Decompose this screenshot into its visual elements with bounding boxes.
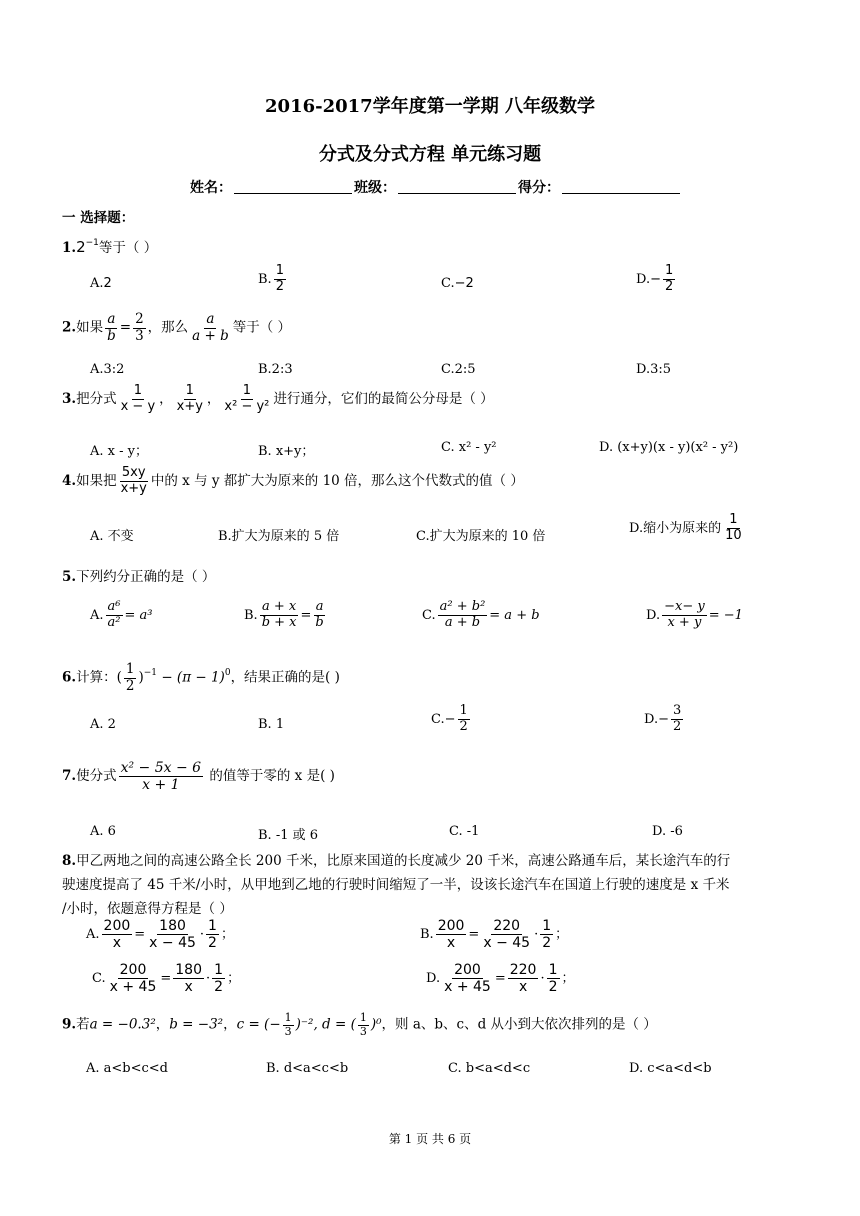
q6-option-d[interactable]: D.− $\frac{3}{2}$ — [644, 703, 682, 734]
q7-option-c[interactable]: C. -1 — [449, 824, 480, 839]
question-4: 4.如果把 $\frac{5xy}{x+y}$ 中的 x 与 y 都扩大为原来的 10 倍，那么这个代数式的值（ ） — [62, 465, 524, 496]
q4-option-a[interactable]: A. 不变 — [90, 529, 134, 544]
q1-option-c[interactable]: C.−2 — [441, 276, 474, 291]
q6-option-c[interactable]: C.− $\frac{1}{2}$ — [431, 703, 468, 734]
question-6: 6.计算：( $\frac{1}{2}$ )$^{-1} - (\pi - 1)^0$，结果正确的是( ) — [62, 661, 340, 694]
q1-option-d[interactable]: D.− $\frac{1}{2}$ — [636, 263, 674, 294]
q5-option-c[interactable]: C. $\frac{\text{a² + b²}}{a + b}$ = a + b — [422, 599, 540, 630]
score-blank[interactable] — [562, 193, 680, 194]
q2-option-b[interactable]: B.2:3 — [258, 362, 293, 377]
q5-option-d[interactable]: D. $\frac{-x- y}{x + y}$ = −1 — [646, 599, 743, 630]
q5-option-a[interactable]: A. $\frac{\text{a⁶}}{\text{a²}}$ = a³ — [90, 599, 153, 630]
question-8-line-3: /小时，依题意得方程是（ ） — [62, 901, 233, 917]
q5-option-b[interactable]: B. $\frac{a + x}{b + x}$ = $\frac{a}{b}$ — [244, 599, 324, 630]
question-number: 1. — [62, 240, 77, 256]
question-1: $1.2^{-1}$等于（ ） — [62, 238, 158, 256]
q9-option-d[interactable]: D. c<a<d<b — [629, 1061, 712, 1076]
q4-option-d[interactable]: D.缩小为原来的 $\frac{1}{10}$ — [629, 512, 742, 543]
q4-option-b[interactable]: B.扩大为原来的 5 倍 — [218, 529, 340, 544]
page-subtitle: 分式及分式方程 单元练习题 — [318, 144, 542, 165]
question-7: 7.使分式 $\frac{\text{x² − 5x − 6}}{x + 1}$ 的值等于零的 x 是( ) — [62, 760, 335, 794]
question-5: 5.下列约分正确的是（ ） — [62, 569, 216, 585]
q3-option-a[interactable]: A. x - y； — [90, 444, 148, 459]
student-info-line — [190, 177, 682, 197]
score-label: 得分： — [518, 180, 560, 196]
q8-option-d[interactable]: D. $\frac{200}{x + 45}$ = $\frac{220}{x}$ · $\frac{1}{2}$ ； — [426, 962, 575, 996]
q7-option-d[interactable]: D. -6 — [652, 824, 683, 839]
name-label: 姓名： — [190, 180, 232, 196]
q3-option-c[interactable]: C. x² - y² — [441, 440, 497, 455]
page-title: 2016-2017学年度第一学期 八年级数学 — [265, 96, 595, 117]
q2-option-d[interactable]: D.3:5 — [636, 362, 672, 377]
section-title: 一 选择题： — [62, 210, 135, 226]
question-8-line-1: 8.甲乙两地之间的高速公路全长 200 千米，比原来国道的长度减少 20 千米，高速公路通车后，某长途汽车的行 — [62, 853, 731, 869]
q2-option-c[interactable]: C.2:5 — [441, 362, 476, 377]
name-blank[interactable] — [234, 193, 352, 194]
q8-option-a[interactable]: A. $\frac{200}{x}$ = $\frac{180}{x - 45}$ · $\frac{1}{2}$ ； — [86, 918, 234, 952]
q3-option-b[interactable]: B. x+y； — [258, 444, 315, 459]
q6-option-a[interactable]: A. 2 — [90, 717, 116, 732]
q4-option-c[interactable]: C.扩大为原来的 10 倍 — [416, 529, 546, 544]
class-label: 班级： — [354, 180, 396, 196]
q7-option-a[interactable]: A. 6 — [90, 824, 116, 839]
question-3: 3.把分式 $\frac{1}{x - y}$ ， $\frac{1}{x+y}$ ， $\frac{1}{\text{x² − y²}}$ 进行通分，它们的最简公分母是（ ） — [62, 383, 494, 414]
q3-option-d[interactable]: D. (x+y)(x - y)(x² - y²) — [599, 440, 739, 455]
q1-option-a[interactable]: A.2 — [90, 276, 112, 291]
question-8-line-2: 驶速度提高了 45 千米/小时，从甲地到乙地的行驶时间缩短了一半，设该长途汽车在国道上行驶的速度是 x 千米 — [62, 877, 730, 893]
question-2: 2.如果 $\frac{a}{b}$ = $\frac{2}{3}$ ，那么 $\frac{a}{a + b}$ 等于（ ） — [62, 311, 292, 344]
q7-option-b[interactable]: B. -1 或 6 — [258, 828, 319, 843]
question-9: 9.若a = −0.3²，b = −3²，c = (− $\frac{1}{3}$ )⁻², d = ( $\frac{1}{3}$ )⁰，则 a、b、c、d 从小到大依次排列的是（ ） — [62, 1011, 657, 1038]
q8-option-c[interactable]: C. $\frac{200}{x + 45}$ = $\frac{180}{x}$ · $\frac{1}{2}$ ； — [92, 962, 241, 996]
q9-option-a[interactable]: A. a<b<c<d — [86, 1061, 169, 1076]
q9-option-b[interactable]: B. d<a<c<b — [266, 1061, 349, 1076]
page-footer: 第 1 页 共 6 页 — [388, 1132, 472, 1146]
class-blank[interactable] — [398, 193, 516, 194]
q9-option-c[interactable]: C. b<a<d<c — [448, 1061, 531, 1076]
q1-option-b[interactable]: B. $\frac{1}{2}$ — [258, 263, 284, 294]
q8-option-b[interactable]: B. $\frac{200}{x}$ = $\frac{220}{x - 45}$ · $\frac{1}{2}$ ； — [420, 918, 569, 952]
q6-option-b[interactable]: B. 1 — [258, 717, 285, 732]
q2-option-a[interactable]: A.3:2 — [90, 362, 125, 377]
